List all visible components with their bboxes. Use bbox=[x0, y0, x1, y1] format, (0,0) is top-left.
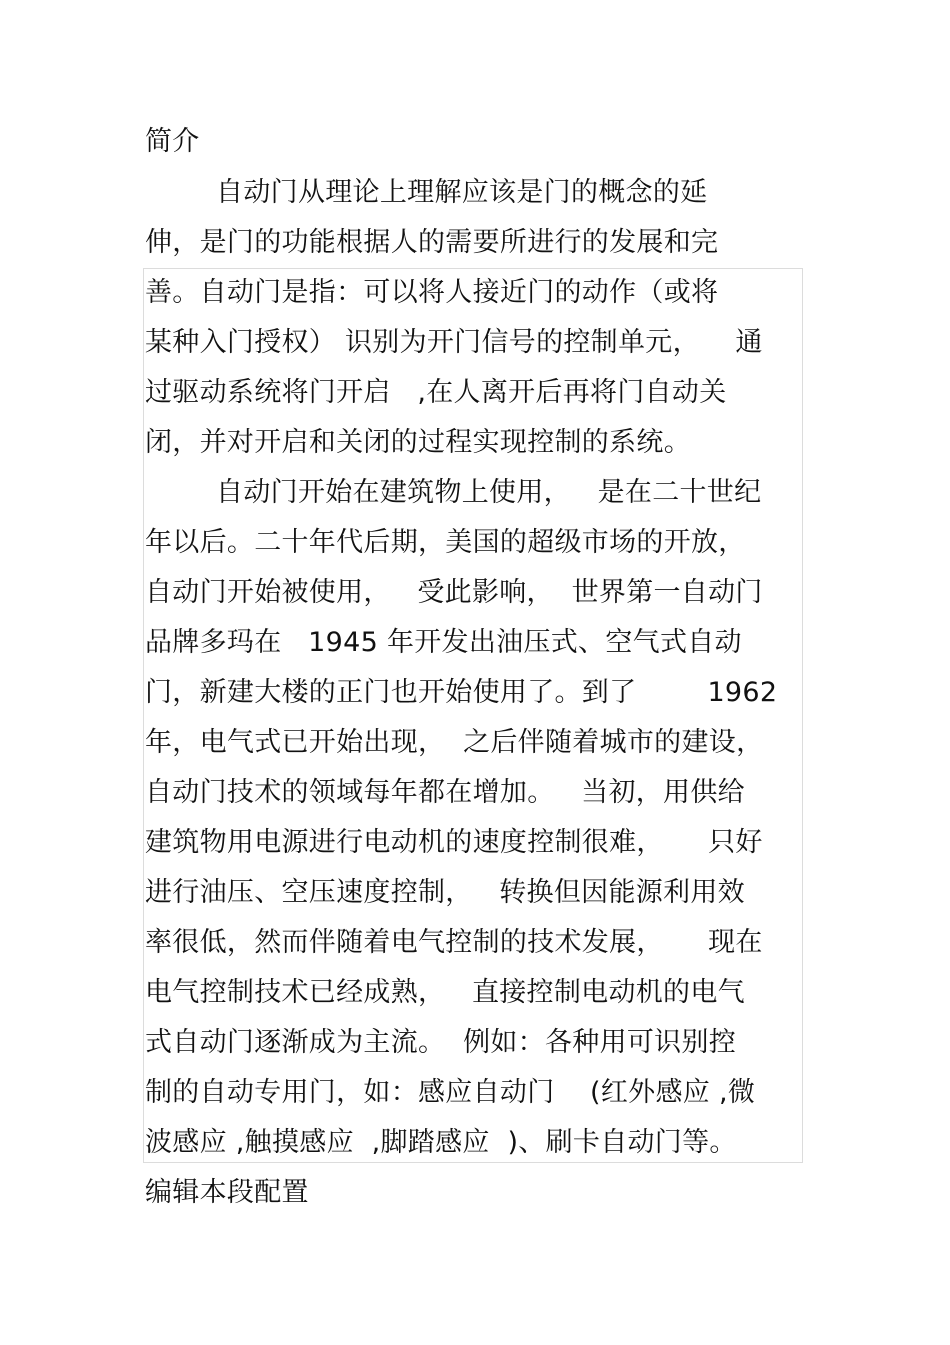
paragraph-line: 式自动门逐渐成为主流。 例如：各种用可识别控 bbox=[145, 1027, 737, 1058]
paragraph-line: 波感应 ,触摸感应 ,脚踏感应 )、刷卡自动门等。 bbox=[145, 1127, 737, 1158]
section-heading: 简介 bbox=[145, 126, 200, 157]
paragraph-line: 品牌多玛在 1945 年开发出油压式、空气式自动 bbox=[145, 627, 742, 658]
paragraph-line: 率很低，然而伴随着电气控制的技术发展， 现在 bbox=[145, 927, 763, 958]
paragraph-line: 自动门开始在建筑物上使用， 是在二十世纪 bbox=[145, 477, 762, 508]
paragraph-line: 年，电气式已开始出现， 之后伴随着城市的建设， bbox=[145, 727, 764, 758]
paragraph-line: 门，新建大楼的正门也开始使用了。到了 1962 bbox=[145, 677, 778, 708]
paragraph-line: 某种入门授权） 识别为开门信号的控制单元， 通 bbox=[145, 327, 763, 358]
paragraph-line: 进行油压、空压速度控制， 转换但因能源利用效 bbox=[145, 877, 745, 908]
paragraph-line: 电气控制技术已经成熟， 直接控制电动机的电气 bbox=[145, 977, 745, 1008]
paragraph-line: 闭，并对开启和关闭的过程实现控制的系统。 bbox=[145, 427, 691, 458]
paragraph-line: 制的自动专用门，如：感应自动门 (红外感应 ,微 bbox=[145, 1077, 756, 1108]
section-footer-heading: 编辑本段配置 bbox=[145, 1177, 309, 1208]
paragraph-line: 自动门从理论上理解应该是门的概念的延 bbox=[145, 177, 708, 208]
paragraph-line: 伸，是门的功能根据人的需要所进行的发展和完 bbox=[145, 227, 719, 258]
paragraph-line: 建筑物用电源进行电动机的速度控制很难， 只好 bbox=[145, 827, 763, 858]
paragraph-line: 自动门技术的领域每年都在增加。 当初，用供给 bbox=[145, 777, 745, 808]
paragraph-line: 过驱动系统将门开启 ,在人离开后再将门自动关 bbox=[145, 377, 727, 408]
paragraph-line: 自动门开始被使用， 受此影响， 世界第一自动门 bbox=[145, 577, 763, 608]
paragraph-line: 年以后。二十年代后期，美国的超级市场的开放， bbox=[145, 527, 746, 558]
paragraph-line: 善。自动门是指：可以将人接近门的动作（或将 bbox=[145, 277, 719, 308]
